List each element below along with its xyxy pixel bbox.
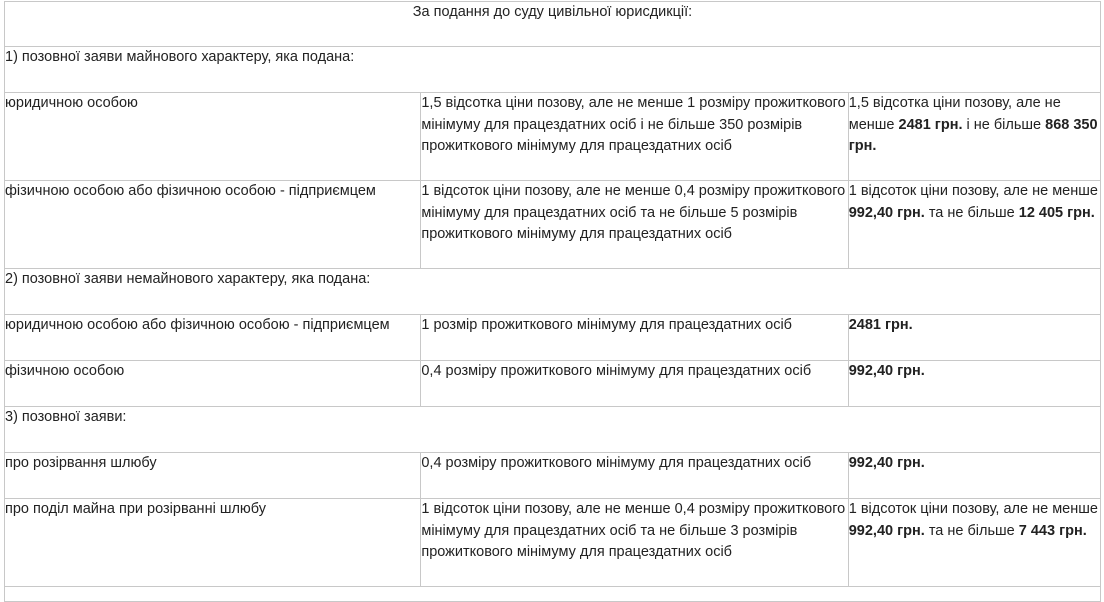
table-header-row [5,2,1101,47]
table-row [5,499,1101,587]
party-cell: фізичною особою або фізичною особою - підприємцем [5,181,421,269]
amount-min: 992,40 грн. [848,204,925,221]
amount-text: 1,5 відсотка ціни позову, але не менше [848,95,1061,133]
amount-max: 12 405 грн. [1018,204,1095,221]
amount-max: 868 350 грн. [848,116,1098,154]
table-row [5,453,1101,499]
party-cell: юридичною особою [5,93,421,181]
party-cell: про розірвання шлюбу [5,453,421,499]
amount-cell: 992,40 грн. [848,453,1100,499]
table-row [5,315,1101,361]
table-header [5,2,1101,47]
amount-text: та не більше [924,204,1019,221]
section-title-3: 3) позовної заяви: [5,407,1101,453]
rate-cell: 1,5 відсотка ціни позову, але не менше 1 розміру прожиткового мінімуму для працездатних осіб і не більше 350 розмірів прожиткового мінімуму для працездатних осіб [421,93,848,181]
amount-text: та не більше [924,522,1019,539]
table-row [5,587,1101,602]
section-title-2: 2) позовної заяви немайнового характеру, яка подана: [5,269,1101,315]
amount-cell: 2481 грн. [848,315,1100,361]
court-fee-table [4,1,1101,602]
rate-cell: 0,4 розміру прожиткового мінімуму для працездатних осіб [421,453,848,499]
amount-cell: 992,40 грн. [848,361,1100,407]
rate-cell: 1 розмір прожиткового мінімуму для працездатних осіб [421,315,848,361]
table-row [5,93,1101,181]
party-cell: фізичною особою [5,361,421,407]
amount-cell [848,93,1100,181]
amount-min: 2481 грн. [898,116,963,133]
amount-cell [848,181,1100,269]
section-title-1: 1) позовної заяви майнового характеру, яка подана: [5,47,1101,93]
next-row-edge [5,587,1101,602]
amount-min: 992,40 грн. [848,522,925,539]
section-row [5,269,1101,315]
amount-max: 7 443 грн. [1018,522,1087,539]
party-cell: про поділ майна при розірванні шлюбу [5,499,421,587]
amount-cell [848,499,1100,587]
amount-text: 1 відсоток ціни позову, але не менше [848,183,1098,199]
table-header-text: За подання до суду цивільної юрисдикції: [412,4,693,20]
table-row [5,181,1101,269]
rate-cell: 1 відсоток ціни позову, але не менше 0,4 розміру прожиткового мінімуму для працездатних осіб та не більше 3 розмірів прожиткового мінімуму для працездатних осіб [421,499,848,587]
rate-cell: 0,4 розміру прожиткового мінімуму для працездатних осіб [421,361,848,407]
section-row [5,47,1101,93]
table-row [5,361,1101,407]
party-cell: юридичною особою або фізичною особою - підприємцем [5,315,421,361]
amount-text: і не більше [962,116,1046,133]
section-row [5,407,1101,453]
amount-text: 1 відсоток ціни позову, але не менше [848,501,1098,517]
rate-cell: 1 відсоток ціни позову, але не менше 0,4 розміру прожиткового мінімуму для працездатних осіб та не більше 5 розмірів прожиткового мінімуму для працездатних осіб [421,181,848,269]
